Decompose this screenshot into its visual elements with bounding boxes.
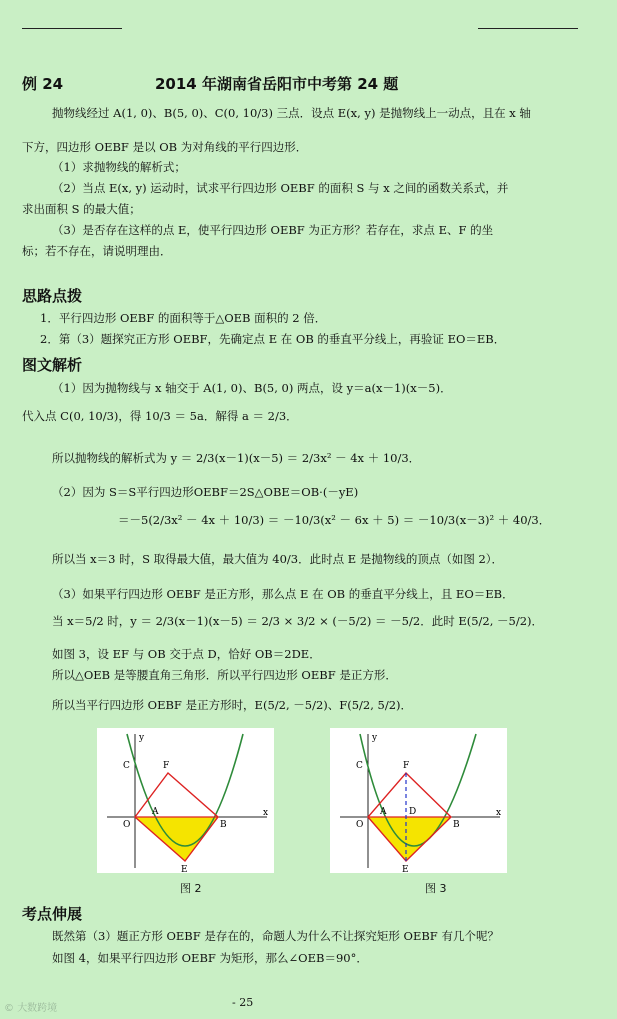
watermark-icon: ©: [4, 1003, 14, 1014]
figure-3-caption: 图 3: [425, 882, 447, 895]
fig2-label-f: F: [163, 761, 170, 771]
header-rule-right: [478, 28, 578, 29]
watermark-text: 大数跨境: [17, 1003, 58, 1014]
extension-heading: 考点伸展: [22, 905, 83, 923]
extension-line-1: 既然第（3）题正方形 OEBF 是存在的，命题人为什么不让探究矩形 OEBF 有几个呢？: [52, 929, 499, 943]
solution-line-7: （3）如果平行四边形 OEBF 是正方形，那么点 E 在 OB 的垂直平分线上，且 EO＝EB．: [52, 587, 514, 601]
fig2-label-e: E: [181, 865, 188, 873]
solution-line-8: 当 x＝5/2 时，y ＝ 2/3(x－1)(x－5) ＝ 2/3 × 3/2 × (－5/2) ＝ －5/2．此时 E(5/2, －5/2)．: [52, 614, 544, 628]
fig2-label-b: B: [220, 820, 227, 830]
question-3b: 标；若不存在，请说明理由．: [22, 244, 172, 258]
fig3-label-f: F: [403, 761, 410, 771]
question-3a: （3）是否存在这样的点 E，使平行四边形 OEBF 为正方形？若存在，求点 E、F 的坐: [52, 223, 494, 237]
page-number: - 25: [232, 996, 254, 1009]
fig3-label-y: y: [372, 733, 378, 743]
solution-line-6: 所以当 x＝3 时，S 取得最大值，最大值为 40/3．此时点 E 是抛物线的顶点（如图 2）．: [52, 552, 504, 566]
extension-line-2: 如图 4，如果平行四边形 OEBF 为矩形，那么∠OEB＝90°．: [52, 951, 368, 965]
solution-line-5: ＝－5(2/3x² － 4x ＋ 10/3) ＝ －10/3(x² － 6x ＋ 5) ＝ －10/3(x－3)² ＋ 40/3．: [118, 513, 551, 527]
figure-2-caption: 图 2: [180, 882, 202, 895]
fig2-label-a: A: [152, 807, 159, 817]
example-label: 例 24: [22, 75, 64, 93]
figure-2: [97, 728, 274, 873]
fig2-label-y: y: [139, 733, 145, 743]
problem-line-2: 下方，四边形 OEBF 是以 OB 为对角线的平行四边形．: [22, 140, 308, 154]
header-rule-left: [22, 28, 122, 29]
solution-line-11: 所以当平行四边形 OEBF 是正方形时，E(5/2, －5/2)、F(5/2, 5/2)．: [52, 698, 413, 712]
solution-line-1: （1）因为抛物线与 x 轴交于 A(1, 0)、B(5, 0) 两点，设 y＝a(x－1)(x－5)．: [52, 381, 452, 395]
question-2a: （2）当点 E(x, y) 运动时，试求平行四边形 OEBF 的面积 S 与 x 之间的函数关系式，并: [52, 181, 509, 195]
watermark: [4, 999, 57, 1014]
fig3-label-d: D: [409, 807, 417, 817]
question-1: （1）求抛物线的解析式；: [52, 160, 186, 174]
fig3-label-b: B: [453, 820, 460, 830]
fig3-label-c: C: [356, 761, 363, 771]
fig3-label-x: x: [496, 808, 502, 818]
fig3-label-o: O: [356, 820, 364, 830]
solution-line-2: 代入点 C(0, 10/3)，得 10/3 ＝ 5a．解得 a ＝ 2/3．: [22, 409, 298, 423]
fig3-label-e: E: [402, 865, 409, 873]
solution-line-10: 所以△OEB 是等腰直角三角形．所以平行四边形 OEBF 是正方形．: [52, 668, 397, 682]
solution-line-9: 如图 3，设 EF 与 OB 交于点 D，恰好 OB＝2DE．: [52, 647, 321, 661]
page-title: 2014 年湖南省岳阳市中考第 24 题: [155, 75, 399, 93]
hint-2: 2．第（3）题探究正方形 OEBF，先确定点 E 在 OB 的垂直平分线上，再验证 EO＝EB．: [40, 332, 506, 346]
hint-1: 1．平行四边形 OEBF 的面积等于△OEB 面积的 2 倍．: [40, 311, 327, 325]
fig2-label-c: C: [123, 761, 130, 771]
figure-3: [330, 728, 507, 873]
solution-heading: 图文解析: [22, 356, 83, 374]
fig2-label-x: x: [263, 808, 269, 818]
figure-3-graph: [330, 728, 507, 873]
fig3-shaded-region: [368, 817, 451, 861]
question-2b: 求出面积 S 的最大值；: [22, 202, 141, 216]
solution-line-4: （2）因为 S＝S平行四边形OEBF＝2S△OBE＝OB·(－yE): [52, 485, 359, 499]
fig3-label-a: A: [380, 807, 387, 817]
figure-2-graph: [97, 728, 274, 873]
fig2-label-o: O: [123, 820, 131, 830]
solution-line-3: 所以抛物线的解析式为 y ＝ 2/3(x－1)(x－5) ＝ 2/3x² － 4x ＋ 10/3．: [52, 451, 421, 465]
hints-heading: 思路点拨: [22, 287, 83, 305]
problem-line-1: 抛物线经过 A(1, 0)、B(5, 0)、C(0, 10/3) 三点．设点 E(x, y) 是抛物线上一动点，且在 x 轴: [52, 106, 531, 120]
